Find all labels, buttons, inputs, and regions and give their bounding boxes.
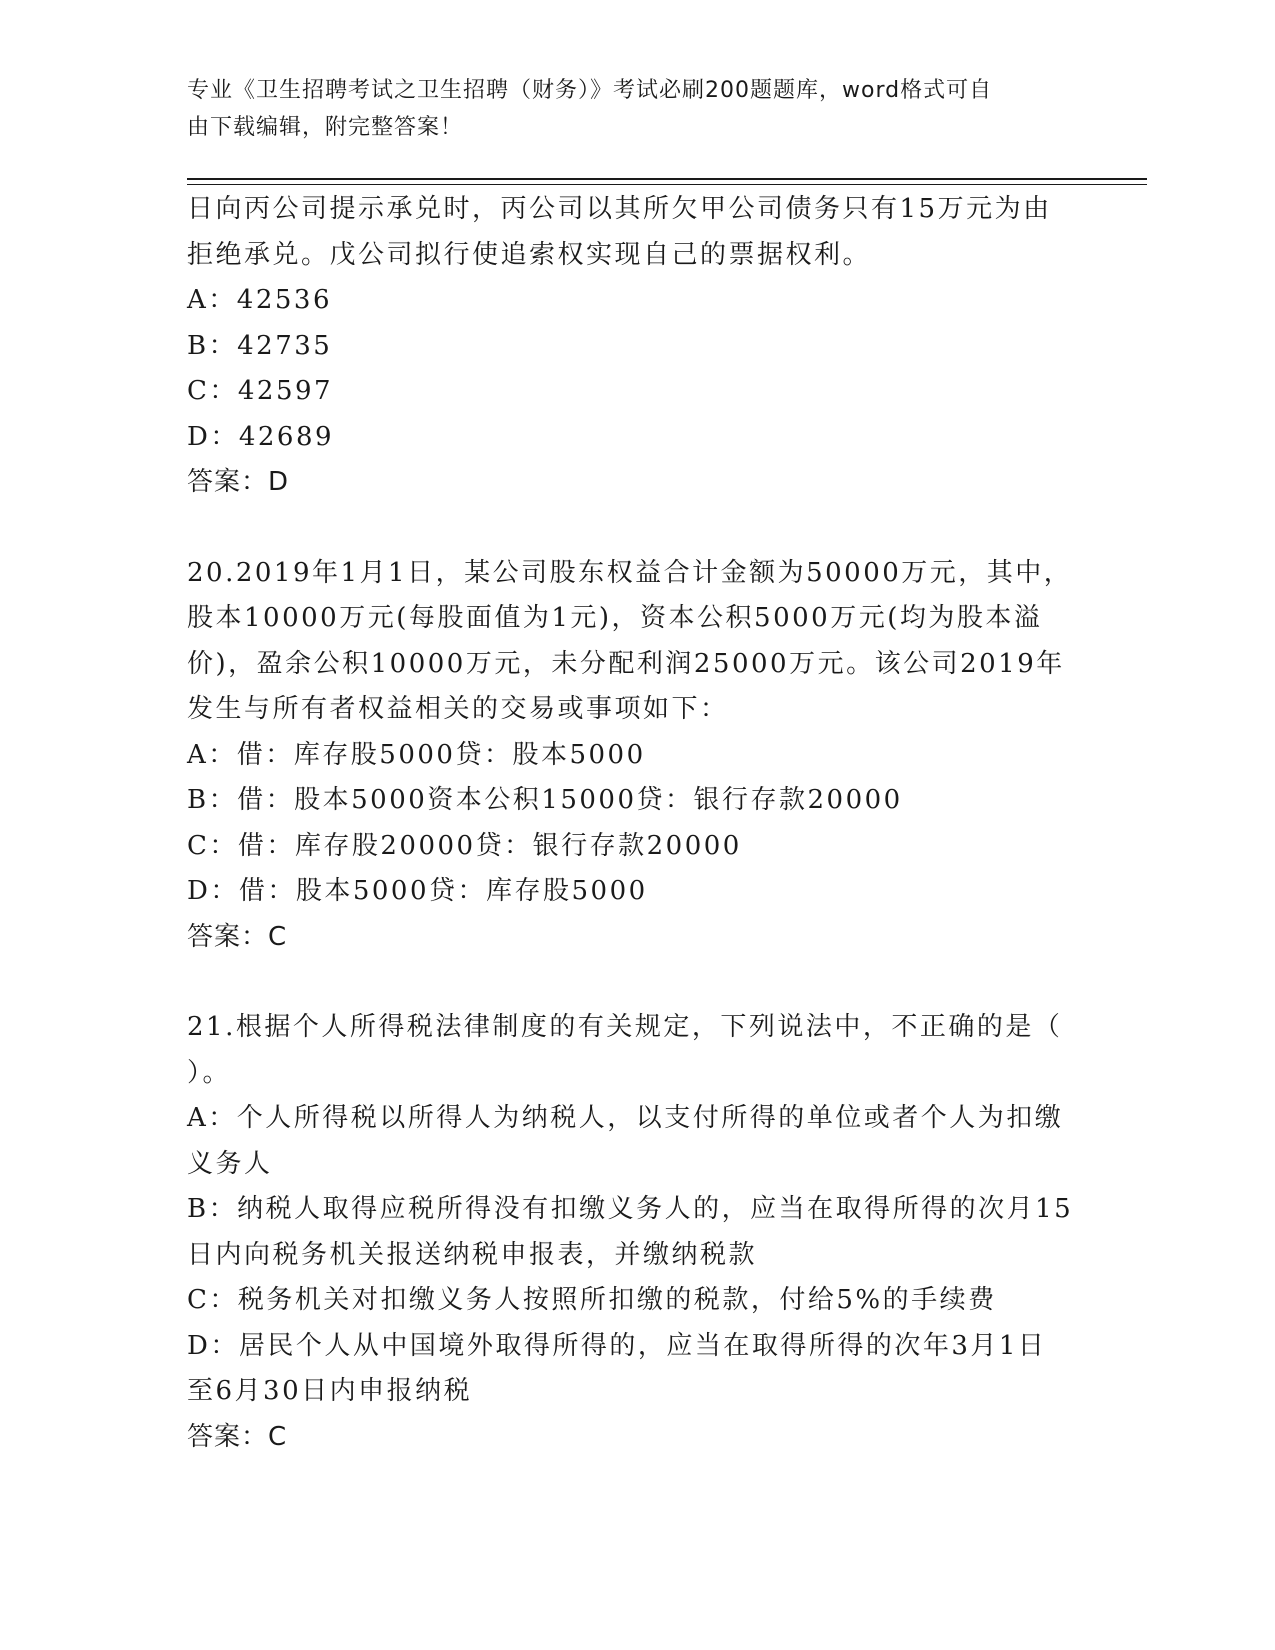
answer-label: 答案：C [187, 921, 288, 952]
question-text-line: 拒绝承兑。戊公司拟行使追索权实现自己的票据权利。 [187, 239, 872, 270]
option-a-continued: 义务人 [187, 1148, 273, 1179]
question-19-tail [187, 187, 1077, 506]
question-21 [187, 1005, 1077, 1460]
answer-label: 答案：D [187, 467, 290, 497]
question-text-line: 日向丙公司提示承兑时，丙公司以其所欠甲公司债务只有15万元为由 [187, 194, 1052, 224]
header-rule-thick [187, 178, 1147, 180]
document-header [187, 72, 1067, 146]
question-text-line: 股本10000万元(每股面值为1元)，资本公积5000万元(均为股本溢 [187, 603, 1043, 633]
question-20 [187, 551, 1077, 961]
option-b: B：纳税人取得应税所得没有扣缴义务人的，应当在取得所得的次月15 [187, 1194, 1074, 1224]
option-d: D：居民个人从中国境外取得所得的，应当在取得所得的次年3月1日 [187, 1330, 1047, 1361]
document-body [187, 187, 1077, 1460]
question-text-line: 价)，盈余公积10000万元，未分配利润25000万元。该公司2019年 [187, 648, 1065, 679]
question-text-line: 发生与所有者权益相关的交易或事项如下： [187, 694, 729, 724]
spacer [187, 506, 1077, 551]
option-a: A：42536 [187, 285, 332, 315]
option-b: B：借：股本5000资本公积15000贷：银行存款20000 [187, 785, 903, 815]
option-a: A：个人所得税以所得人为纳税人，以支付所得的单位或者个人为扣缴 [187, 1103, 1064, 1133]
header-line-1: 专业《卫生招聘考试之卫生招聘（财务）》考试必刷200题题库，word格式可自 [187, 78, 993, 103]
spacer [187, 960, 1077, 1005]
option-a: A：借：库存股5000贷：股本5000 [187, 739, 646, 770]
question-text-line: 20.2019年1月1日，某公司股东权益合计金额为50000万元，其中， [187, 557, 1073, 588]
option-c: C：税务机关对扣缴义务人按照所扣缴的税款，付给5%的手续费 [187, 1285, 997, 1315]
header-line-2: 由下载编辑，附完整答案！ [187, 115, 464, 140]
option-b: B：42735 [187, 330, 333, 361]
option-b-continued: 日内向税务机关报送纳税申报表，并缴纳税款 [187, 1239, 758, 1270]
question-text-line: ）。 [187, 1057, 232, 1088]
option-c: C：42597 [187, 376, 334, 406]
option-d-continued: 至6月30日内申报纳税 [187, 1376, 473, 1406]
question-text-line: 21.根据个人所得税法律制度的有关规定，下列说法中，不正确的是（ [187, 1012, 1063, 1042]
option-c: C：借：库存股20000贷：银行存款20000 [187, 830, 742, 861]
option-d: D：借：股本5000贷：库存股5000 [187, 876, 648, 906]
option-d: D：42689 [187, 421, 335, 452]
header-rule-thin [187, 184, 1147, 185]
answer-label: 答案：C [187, 1421, 288, 1452]
